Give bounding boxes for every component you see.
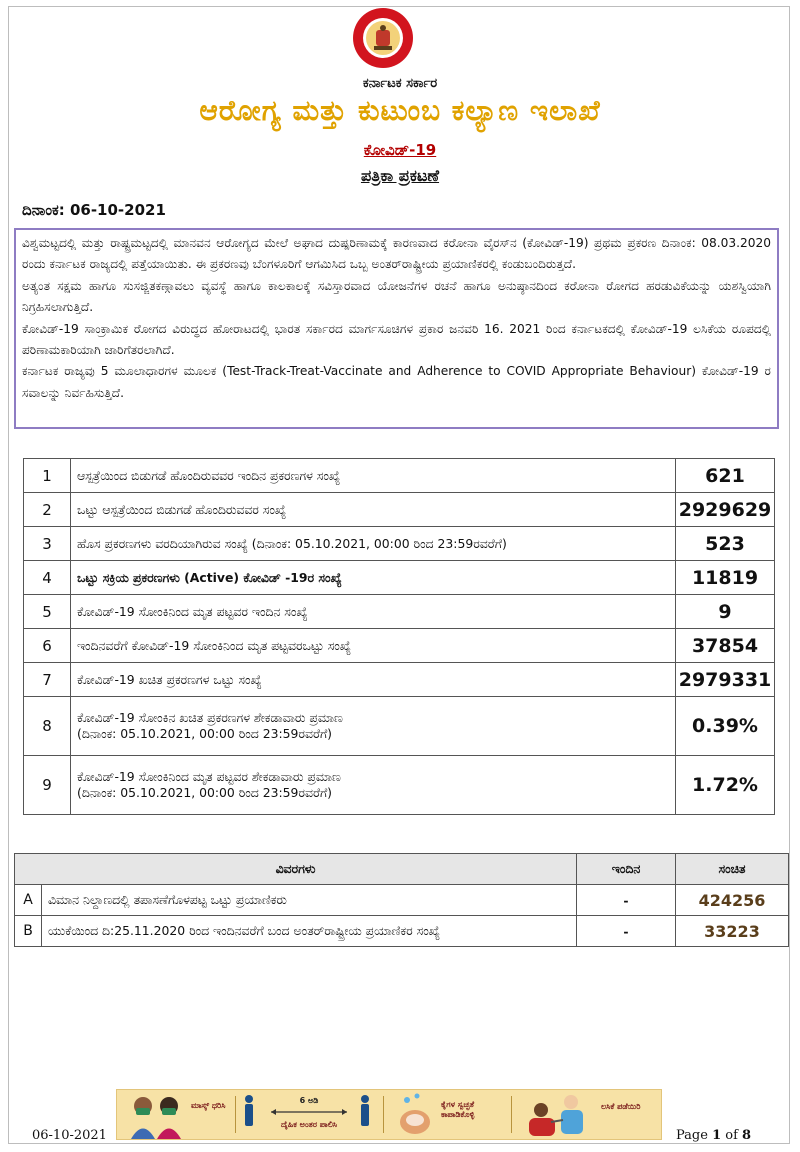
row-sublabel: (ದಿನಾಂಕ: 05.10.2021, 00:00 ರಿಂದ 23:59ರವರೆಗೆ) — [77, 785, 333, 800]
government-name: ಕರ್ನಾಟಕ ಸರ್ಕಾರ — [362, 76, 438, 91]
row-label: ಕೋವಿಡ್-19 ಸೋಂಕಿನಿಂದ ಮೃತ ಪಟ್ಟವರ ಇಂದಿನ ಸಂಖ್ಯೆ — [71, 595, 676, 629]
footer-date: 06-10-2021 — [32, 1128, 107, 1143]
banner-divider — [235, 1096, 236, 1133]
table-row — [24, 561, 775, 595]
row-label: ಒಟ್ಟು ಆಸ್ಪತ್ರೆಯಿಂದ ಬಿಡುಗಡೆ ಹೊಂದಿರುವವರ ಸಂಖ್ಯೆ — [71, 493, 676, 527]
release-date: ದಿನಾಂಕ: 06-10-2021 — [22, 201, 166, 219]
vaccine-label: ಲಸಿಕೆ ಪಡೆಯಿರಿ — [601, 1102, 641, 1111]
mask-people-icon — [125, 1090, 189, 1139]
row-label: ಯುಕೆಯಿಂದ ದಿ:25.11.2020 ರಿಂದ ಇಂದಿನವರೆಗೆ ಬಂದ ಅಂತರ್‌ರಾಷ್ಟ್ರೀಯ ಪ್ರಯಾಣಿಕರ ಸಂಖ್ಯೆ — [42, 916, 577, 947]
page-total: 8 — [742, 1128, 752, 1143]
handwash-icon — [393, 1090, 437, 1139]
hand-hygiene-label: ಕೈಗಳ ಸ್ವಚ್ಛತೆ ಕಾಪಾಡಿಕೊಳ್ಳಿ — [441, 1100, 475, 1119]
row-number: 1 — [24, 459, 71, 493]
row-label: ಒಟ್ಟು ಸಕ್ರಿಯ ಪ್ರಕರಣಗಳು (Active) ಕೋವಿಡ್ -19ರ ಸಂಖ್ಯೆ — [71, 561, 676, 595]
row-cumulative: 424256 — [676, 885, 789, 916]
row-letter: B — [15, 916, 42, 947]
row-value: 2929629 — [676, 493, 775, 527]
intro-paragraph: ಅತ್ಯಂತ ಸಕ್ಷಮ ಹಾಗೂ ಸುಸಜ್ಜಿತಕಣ್ಗಾವಲು ವ್ಯವಸ್ಥೆ ಹಾಗೂ ಕಾಲಕಾಲಕ್ಕೆ ಸವಿಸ್ತಾರವಾದ ಯೋಜನೆಗಳ ರಚನೆ ಹಾಗೂ ಅನುಷ್ಠಾನದಿಂದ ಕರೋನಾ ರೋಗದ ಹರಡುವಿಕೆಯನ್ನು ಯಶಸ್ವಿಯಾಗಿ ನಿಗ್ರಹಿಸಲಾಗುತ್ತಿದೆ. — [22, 278, 771, 315]
table-row — [15, 885, 789, 916]
row-value: 11819 — [676, 561, 775, 595]
row-number: 4 — [24, 561, 71, 595]
table-row — [15, 916, 789, 947]
row-value: 2979331 — [676, 663, 775, 697]
row-number: 5 — [24, 595, 71, 629]
table-row — [24, 629, 775, 663]
covid-awareness-banner — [116, 1089, 662, 1140]
row-label: ವಿಮಾನ ನಿಲ್ದಾಣದಲ್ಲಿ ತಪಾಸಣೆಗೊಳಪಟ್ಟ ಒಟ್ಟು ಪ್ರಯಾಣಿಕರು — [42, 885, 577, 916]
intro-paragraph: ಕರ್ನಾಟಕ ರಾಜ್ಯವು 5 ಮೂಲಾಧಾರಗಳ ಮೂಲಕ (Test-Track-Treat-Vaccinate and Adherence to COVID Appropriate Behaviour) ಕೋವಿಡ್-19 ರ ಸವಾಲನ್ನು ನಿರ್ವಹಿಸುತ್ತಿದೆ. — [22, 364, 771, 400]
row-label: ಇಂದಿನವರೆಗೆ ಕೋವಿಡ್-19 ಸೋಂಕಿನಿಂದ ಮೃತ ಪಟ್ಟವರಒಟ್ಟು ಸಂಖ್ಯೆ — [71, 629, 676, 663]
row-label: ಕೋವಿಡ್-19 ಖಚಿತ ಪ್ರಕರಣಗಳ ಒಟ್ಟು ಸಂಖ್ಯೆ — [71, 663, 676, 697]
row-value: 1.72% — [676, 756, 775, 815]
row-label: ಕೋವಿಡ್-19 ಸೋಂಕಿನ ಖಚಿತ ಪ್ರಕರಣಗಳ ಶೇಕಡಾವಾರು ಪ್ರಮಾಣ — [77, 710, 343, 725]
person-icon — [357, 1090, 373, 1139]
row-value: 9 — [676, 595, 775, 629]
row-number: 6 — [24, 629, 71, 663]
traveller-table — [14, 853, 789, 947]
row-number: 7 — [24, 663, 71, 697]
table-row — [24, 527, 775, 561]
header-today: ಇಂದಿನ — [577, 854, 676, 885]
page-prefix: Page — [676, 1128, 713, 1143]
distance-measure: 6 ಅಡಿ — [299, 1096, 319, 1105]
page-number — [676, 1128, 751, 1143]
government-emblem — [340, 6, 426, 70]
mask-label: ಮಾಸ್ಕ್ ಧರಿಸಿ — [191, 1101, 226, 1110]
table-row — [24, 493, 775, 527]
person-icon — [241, 1090, 257, 1139]
row-cumulative: 33223 — [676, 916, 789, 947]
header-cumulative: ಸಂಚಿತ — [676, 854, 789, 885]
banner-divider — [511, 1096, 512, 1133]
row-letter: A — [15, 885, 42, 916]
table-row — [24, 459, 775, 493]
row-today: - — [577, 916, 676, 947]
row-value: 0.39% — [676, 697, 775, 756]
department-name: ಆರೋಗ್ಯ ಮತ್ತು ಕುಟುಂಬ ಕಲ್ಯಾಣ ಇಲಾಖೆ — [199, 94, 601, 127]
table-row — [24, 663, 775, 697]
row-value: 621 — [676, 459, 775, 493]
row-value: 37854 — [676, 629, 775, 663]
table-row — [24, 595, 775, 629]
vaccination-icon — [519, 1090, 595, 1139]
intro-paragraph: ಕೋವಿಡ್-19 ಸಾಂಕ್ರಾಮಿಕ ರೋಗದ ವಿರುದ್ಧದ ಹೋರಾಟದಲ್ಲಿ ಭಾರತ ಸರ್ಕಾರದ ಮಾರ್ಗಸೂಚಿಗಳ ಪ್ರಕಾರ ಜನವರಿ 16. 2021 ರಿಂದ ಕರ್ನಾಟಕದಲ್ಲಿ ಕೋವಿಡ್-19 ಲಸಿಕೆಯ ರೂಪದಲ್ಲಿ ಪರಿಣಾಮಕಾರಿಯಾಗಿ ಜಾರಿಗೆತರಲಾಗಿದೆ. — [22, 321, 771, 358]
row-label: ಹೊಸ ಪ್ರಕರಣಗಳು ವರದಿಯಾಗಿರುವ ಸಂಖ್ಯೆ (ದಿನಾಂಕ: 05.10.2021, 00:00 ರಿಂದ 23:59ರವರೆಗೆ) — [71, 527, 676, 561]
row-label: ಕೋವಿಡ್-19 ಸೋಂಕಿನಿಂದ ಮೃತ ಪಟ್ಟವರ ಶೇಕಡಾವಾರು ಪ್ರಮಾಣ — [77, 769, 341, 784]
row-number: 8 — [24, 697, 71, 756]
row-label: ಆಸ್ಪತ್ರೆಯಿಂದ ಬಿಡುಗಡೆ ಹೊಂದಿರುವವರ ಇಂದಿನ ಪ್ರಕರಣಗಳ ಸಂಖ್ಯೆ — [71, 459, 676, 493]
row-number: 3 — [24, 527, 71, 561]
table-row — [24, 697, 775, 756]
intro-box — [14, 228, 779, 429]
page-current: 1 — [712, 1128, 722, 1143]
row-number: 9 — [24, 756, 71, 815]
intro-paragraph: ವಿಶ್ವಮಟ್ಟದಲ್ಲಿ ಮತ್ತು ರಾಷ್ಟ್ರಮಟ್ಟದಲ್ಲಿ ಮಾನವನ ಆರೋಗ್ಯದ ಮೇಲೆ ಅಘಾದ ದುಷ್ಪರಿಣಾಮಕ್ಕೆ ಕಾರಣವಾದ ಕರೋನಾ ವೈರಸ್‌ನ (ಕೋವಿಡ್-19) ಪ್ರಥಮ ಪ್ರಕರಣ ದಿನಾಂಕ: 08.03.2020 ರಂದು ಕರ್ನಾಟಕ ರಾಜ್ಯದಲ್ಲಿ ಪತ್ತೆಯಾಯಿತು. ಈ ಪ್ರಕರಣವು ಬೆಂಗಳೂರಿಗೆ ಆಗಮಿಸಿದ ಒಬ್ಬ ಅಂತರ್‌ರಾಷ್ಟ್ರೀಯ ಪ್ರಯಾಣಿಕರಲ್ಲಿ ಕಂಡುಬಂದಿರುತ್ತದೆ. — [22, 236, 771, 272]
distance-label: ದೈಹಿಕ ಅಂತರ ಪಾಲಿಸಿ — [280, 1120, 338, 1129]
press-release-title: ಪತ್ರಿಕಾ ಪ್ರಕಟಣೆ — [360, 166, 440, 185]
row-today: - — [577, 885, 676, 916]
row-label-cell — [71, 697, 676, 756]
row-number: 2 — [24, 493, 71, 527]
table-header-row — [15, 854, 789, 885]
header-details: ವಿವರಗಳು — [15, 854, 577, 885]
row-sublabel: (ದಿನಾಂಕ: 05.10.2021, 00:00 ರಿಂದ 23:59ರವರೆಗೆ) — [77, 726, 333, 741]
covid-title: ಕೋವಿಡ್-19 — [363, 141, 437, 159]
row-label-cell — [71, 756, 676, 815]
row-value: 523 — [676, 527, 775, 561]
table-row — [24, 756, 775, 815]
distance-arrow-icon — [267, 1090, 351, 1139]
page-mid: of — [721, 1128, 743, 1143]
covid-stats-table — [23, 458, 775, 815]
banner-divider — [383, 1096, 384, 1133]
